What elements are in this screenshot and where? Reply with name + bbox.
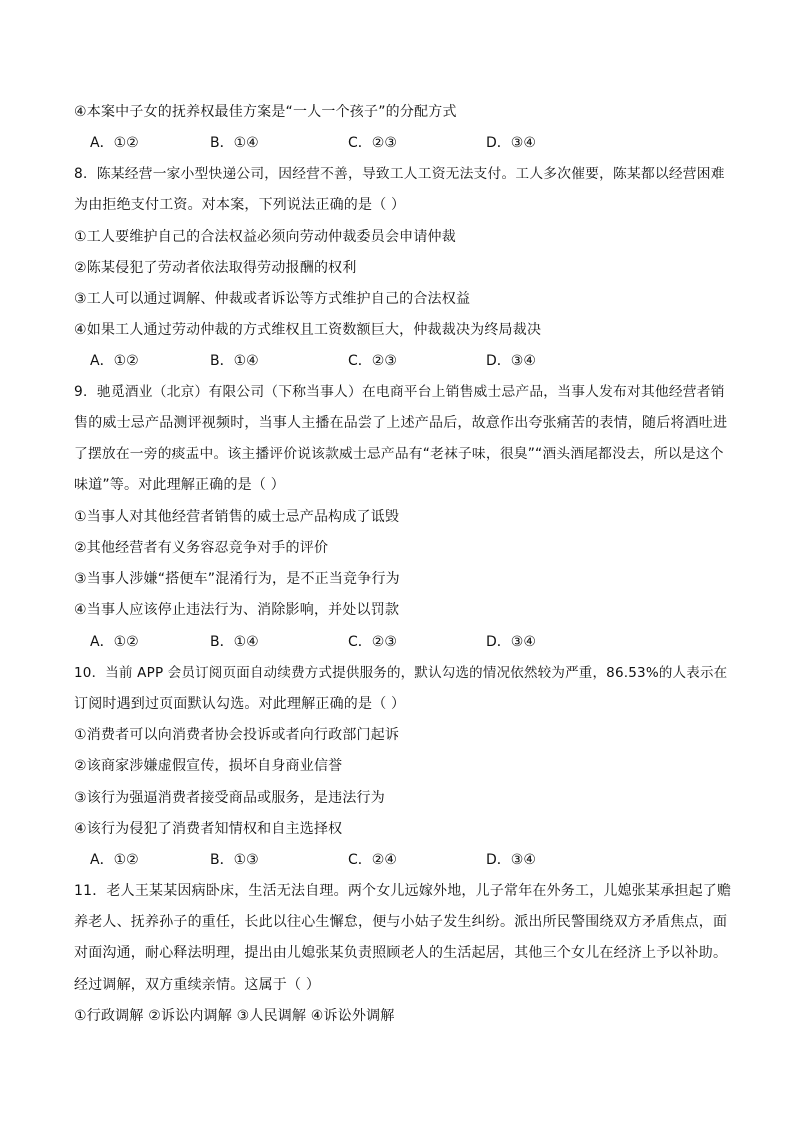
q8-statement-4: ④如果工人通过劳动仲裁的方式维权且工资数额巨大，仲裁裁决为终局裁决 <box>74 322 542 338</box>
q10-option-d: D．③④ <box>486 852 536 868</box>
q9-option-d: D．③④ <box>486 634 536 650</box>
q7-option-d: D．③④ <box>486 135 536 151</box>
q8-option-c: C．②③ <box>348 353 397 369</box>
q11-stem-line-1: 11．老人王某某因病卧床，生活无法自理。两个女儿远嫁外地，儿子常年在外务工，儿媳张某承担起了赡 <box>74 883 732 899</box>
q7-options <box>90 133 650 153</box>
q9-stem-line-4: 味道”等。对此理解正确的是（ ） <box>74 477 285 493</box>
q8-options <box>90 351 650 371</box>
q10-stem-line-1: 10．当前 APP 会员订阅页面自动续费方式提供服务的，默认勾选的情况依然较为严重，86.53%的人表示在 <box>74 665 728 681</box>
q10-option-a: A．①② <box>90 852 139 868</box>
q10-statement-1: ①消费者可以向消费者协会投诉或者向行政部门起诉 <box>74 727 400 743</box>
q11-stem-line-3: 对面沟通，耐心释法明理，提出由儿媳张某负责照顾老人的生活起居，其他三个女儿在经济上予以补助。 <box>74 945 728 961</box>
q8-statement-2: ②陈某侵犯了劳动者依法取得劳动报酬的权利 <box>74 260 357 276</box>
q9-option-b: B．①④ <box>210 634 259 650</box>
q10-statement-2: ②该商家涉嫌虚假宣传，损坏自身商业信誉 <box>74 758 343 774</box>
q8-statement-1: ①工人要维护自己的合法权益必须向劳动仲裁委员会申请仲裁 <box>74 229 456 245</box>
q10-option-c: C．②④ <box>348 852 397 868</box>
q7-option-b: B．①④ <box>210 135 259 151</box>
q9-option-a: A．①② <box>90 634 139 650</box>
q10-statement-4: ④该行为侵犯了消费者知情权和自主选择权 <box>74 821 343 837</box>
q10-options <box>90 850 650 870</box>
q9-stem-line-3: 了摆放在一旁的痰盂中。该主播评价说该款威士忌产品有“老袜子味，很臭”“酒头酒尾都没去，所以是这个 <box>74 446 724 462</box>
q10-option-b: B．①③ <box>210 852 259 868</box>
q9-statement-2: ②其他经营者有义务容忍竞争对手的评价 <box>74 540 329 556</box>
q8-option-a: A．①② <box>90 353 139 369</box>
q8-stem-line-2: 为由拒绝支付工资。对本案，下列说法正确的是（ ） <box>74 197 406 213</box>
q9-statement-4: ④当事人应该停止违法行为、消除影响，并处以罚款 <box>74 602 400 618</box>
q7-statement-4: ④本案中子女的抚养权最佳方案是“一人一个孩子”的分配方式 <box>74 104 457 120</box>
q8-stem-line-1: 8．陈某经营一家小型快递公司，因经营不善，导致工人工资无法支付。工人多次催要，陈某都以经营困难 <box>74 166 725 182</box>
q11-stem-line-2: 养老人、抚养孙子的重任，长此以往心生懈怠，便与小姑子发生纠纷。派出所民警围绕双方矛盾焦点，面 <box>74 914 728 930</box>
q8-option-d: D．③④ <box>486 353 536 369</box>
q10-statement-3: ③该行为强逼消费者接受商品或服务，是违法行为 <box>74 790 385 806</box>
q9-stem-line-1: 9．驰觅酒业（北京）有限公司（下称当事人）在电商平台上销售威士忌产品，当事人发布对其他经营者销 <box>74 384 725 400</box>
q11-statements: ①行政调解 ②诉讼内调解 ③人民调解 ④诉讼外调解 <box>74 1008 395 1024</box>
q8-statement-3: ③工人可以通过调解、仲裁或者诉讼等方式维护自己的合法权益 <box>74 291 471 307</box>
q7-option-c: C．②③ <box>348 135 397 151</box>
q9-options <box>90 632 650 652</box>
q11-stem-line-4: 经过调解，双方重续亲情。这属于（ ） <box>74 977 321 993</box>
q8-option-b: B．①④ <box>210 353 259 369</box>
q9-option-c: C．②③ <box>348 634 397 650</box>
q7-option-a: A．①② <box>90 135 139 151</box>
q9-stem-line-2: 售的威士忌产品测评视频时，当事人主播在品尝了上述产品后，故意作出夸张痛苦的表情，随后将酒吐进 <box>74 415 728 431</box>
q9-statement-3: ③当事人涉嫌“搭便车”混淆行为，是不正当竞争行为 <box>74 571 400 587</box>
q9-statement-1: ①当事人对其他经营者销售的威士忌产品构成了诋毁 <box>74 509 400 525</box>
q10-stem-line-2: 订阅时遇到过页面默认勾选。对此理解正确的是（ ） <box>74 696 406 712</box>
